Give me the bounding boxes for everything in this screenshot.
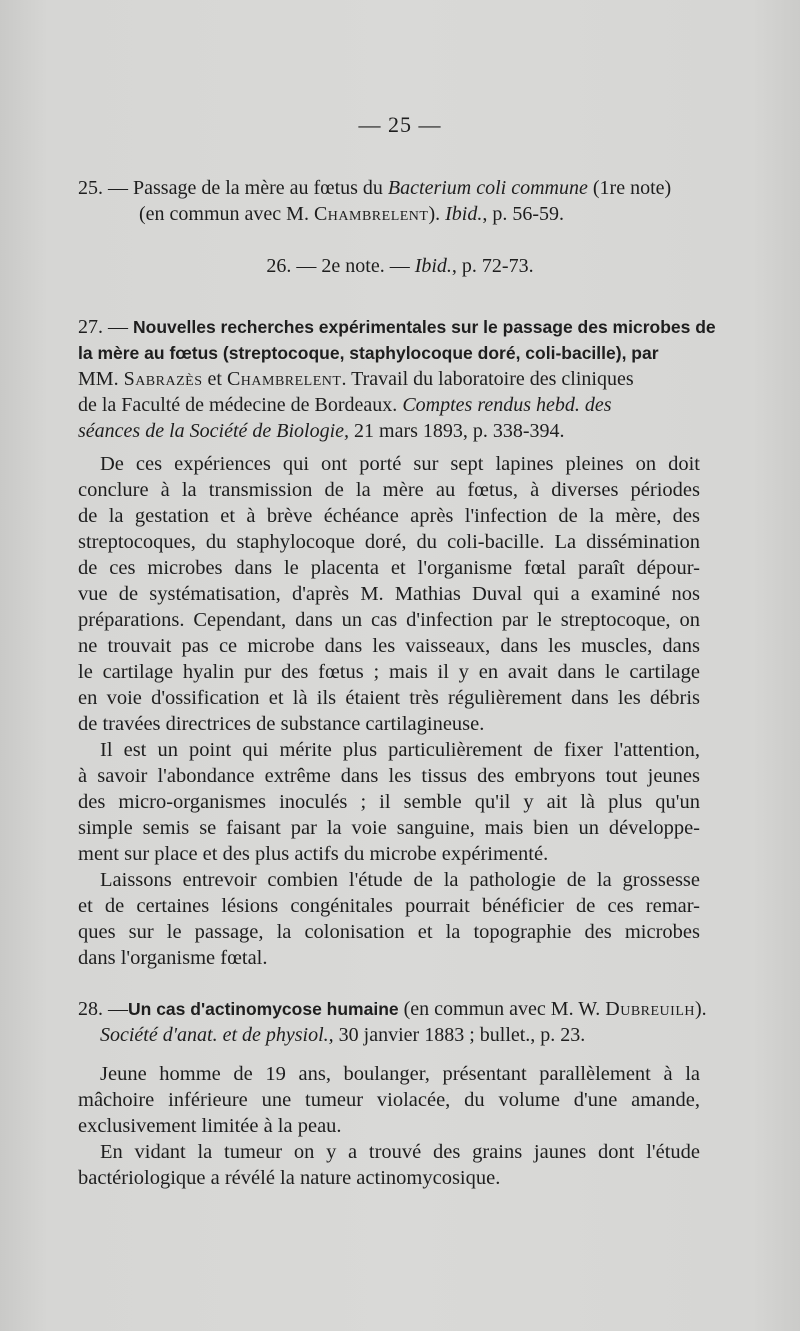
entry-26: 26. — 2e note. — Ibid., p. 72-73. bbox=[266, 255, 534, 277]
entry-number: 27. — bbox=[78, 316, 128, 338]
entry-27-abstract: De ces expériences qui ont porté sur sept lapines pleines on doit conclure à la transmission de la mère au fœtus, à diverses périodes de la gestation et à brève échéance après l'infection de la mère, des streptocoques, du staphylocoque doré, du coli-bacille. La dissémination de ces microbes dans le placenta et l'organisme fœtal paraît dépour- vue de systématisation, d'après M. Mathias Duval qui a examiné nos préparations. Cependant, dans un cas d'infection par le streptocoque, on ne trouvait pas ce microbe dans les vaisseaux, dans les muscles, dans le cartilage hyalin pur des fœtus ; mais il y en avait dans le cartilage en voie d'ossification et là ils étaient très régulièrement dans les débris de travées directrices de substance cartilagineuse. Il est un point qui mérite plus particulièrement de fixer l'attention, à savoir l'abondance extrême dans les tissus des embryons tout jeunes des micro-organismes inoculés ; il semble qu'il y ait là plus qu'un simple semis se faisant par la voie sanguine, mais bien un développe- ment sur place et des plus actifs du microbe expérimenté. Laissons entrevoir combien l'étude de la pathologie de la grossesse et de certaines lésions congénitales pourrait bénéficier de ces remar- ques sur le passage, la colonisation et la topographie des microbes dans l'organisme fœtal. bbox=[78, 453, 700, 969]
entry-title: Un cas d'actinomycose humaine bbox=[128, 999, 399, 1019]
entry-25: 25. — Passage de la mère au fœtus du Bacterium coli commune (1re note) (en commun avec M. Chambrelent). Ibid., p. 56-59. bbox=[78, 177, 672, 225]
entry-number: 26. — bbox=[266, 255, 317, 277]
entry-28: 28. —Un cas d'actinomycose humaine (en commun avec M. W. Dubreuilh). Société d'anat. et de physiol., 30 janvier 1883 ; bullet., p. 23. bbox=[78, 998, 707, 1046]
entry-28-abstract: Jeune homme de 19 ans, boulanger, présentant parallèlement à la mâchoire inférieure une tumeur violacée, du volume d'une amande, exclusivement limitée à la peau. En vidant la tumeur on y a trouvé des grains jaunes dont l'étude bactériologique a révélé la nature actinomycosique. bbox=[78, 1063, 700, 1189]
entry-title: Nouvelles recherches expérimentales sur le passage des microbes de bbox=[133, 317, 716, 337]
entry-number: 25. — bbox=[78, 177, 128, 199]
entry-27: 27. — Nouvelles recherches expérimentales sur le passage des microbes de la mère au fœtus (streptocoque, staphylocoque doré, coli-bacille), par MM. Sabrazès et Chambrelent. Travail du laboratoire des cliniques de la Faculté de médecine de Bordeaux. Comptes rendus hebd. des séances de la Société de Biologie, 21 mars 1893, p. 338-394. bbox=[78, 316, 716, 442]
entry-number: 28. — bbox=[78, 998, 128, 1020]
page-number: — 25 — bbox=[358, 112, 442, 137]
